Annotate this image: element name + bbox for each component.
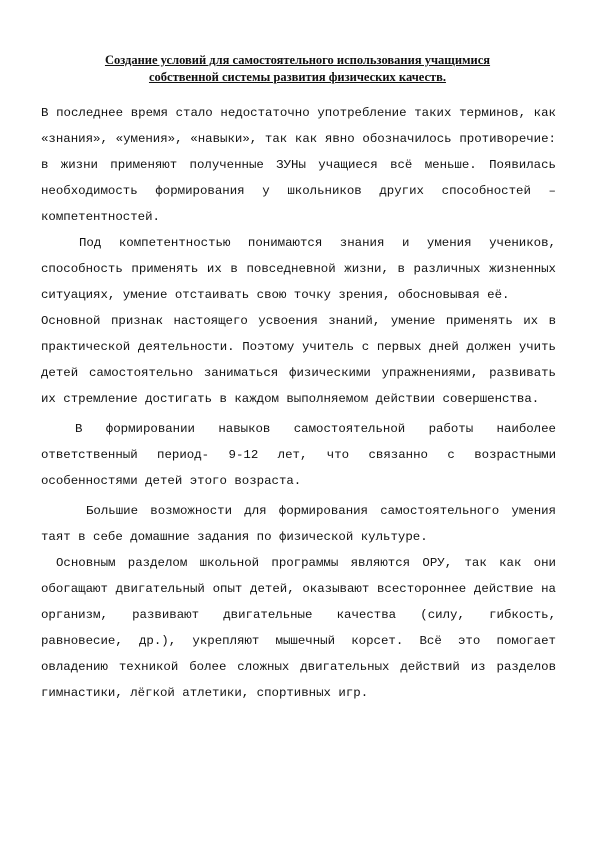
paragraph-competence: Под компетентностью понимаются знания и умения учеников, способность применять их в повседневной жизни, в различных жизненных ситуациях, умение отстаивать свою точку зрения, обосновывая её. bbox=[41, 236, 556, 302]
paragraph-homework: Большие возможности для формирования самостоятельного умения таят в себе домашние задания по физической культуре. bbox=[41, 504, 556, 544]
paragraph-intro: В последнее время стало недостаточно употребление таких терминов, как «знания», «умения», «навыки», так как явно обозначилось противоречие: в жизни применяют полученные ЗУНы учащиеся всё меньше. Появилась необходимость формирования у школьников других способностей – компетентностей. bbox=[41, 106, 556, 224]
title-line-1: Создание условий для самостоятельного использования учащимися bbox=[104, 53, 491, 67]
paragraph-age-period: В формировании навыков самостоятельной работы наиболее ответственный период- 9-12 лет, что связанно с возрастными особенностями детей этого возраста. bbox=[41, 422, 556, 488]
document-title bbox=[40, 52, 555, 86]
paragraph-general-exercises: Основным разделом школьной программы являются ОРУ, так как они обогащают двигательный опыт детей, оказывают всестороннее действие на организм, развивают двигательные качества (силу, гибкость, равновесие, др.), укрепляют мышечный корсет. Всё это помогает овладению техникой более сложных двигательных действий из разделов гимнастики, лёгкой атлетики, спортивных игр. bbox=[41, 556, 556, 700]
title-line-2: собственной системы развития физических качеств. bbox=[148, 70, 447, 84]
paragraph-main-sign: Основной признак настоящего усвоения знаний, умение применять их в практической деятельности. Поэтому учитель с первых дней должен учить детей самостоятельно заниматься физическими упражнениями, развивать их стремление достигать в каждом выполняемом действии совершенства. bbox=[41, 314, 556, 406]
document-body bbox=[41, 100, 556, 706]
